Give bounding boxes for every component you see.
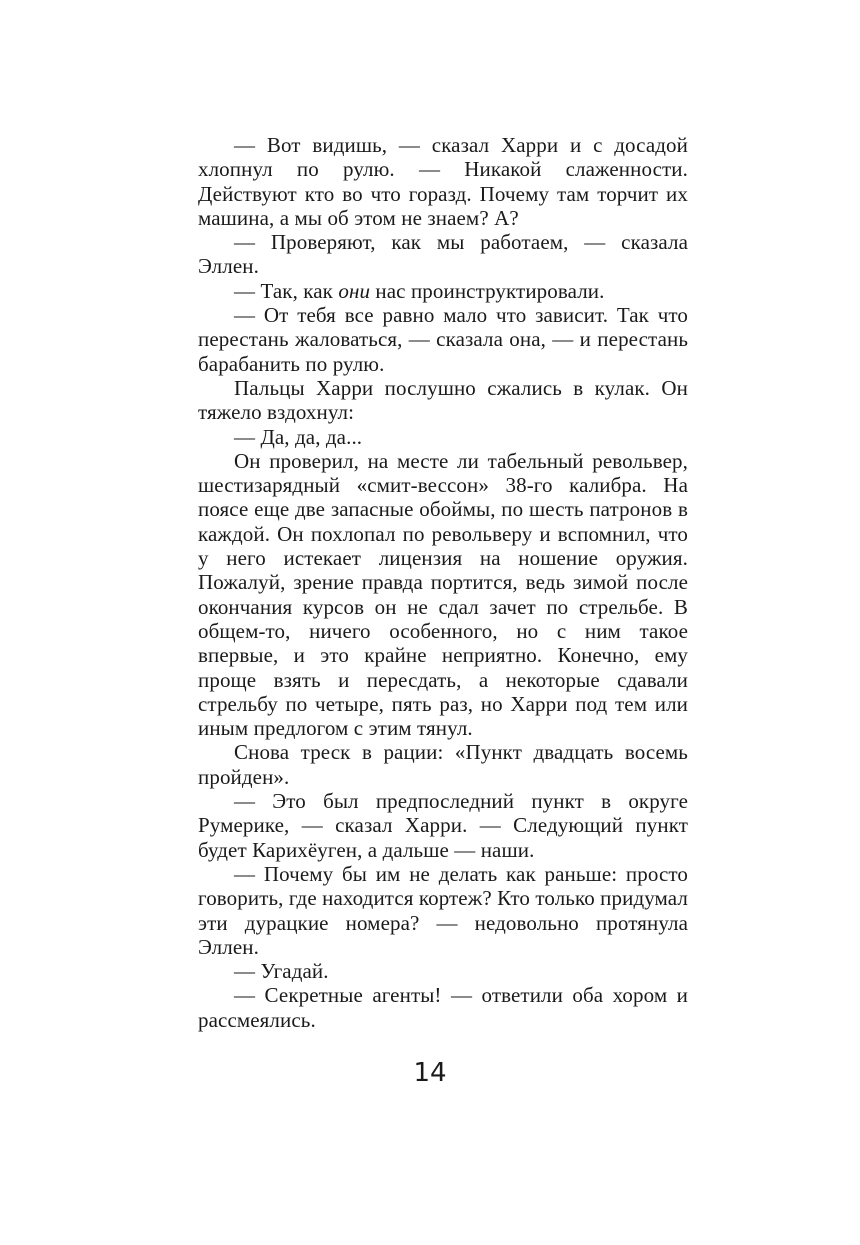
- paragraph: [198, 862, 688, 959]
- italic-text-segment: они: [338, 278, 371, 303]
- paragraph: [198, 133, 688, 230]
- text-segment: — Так, как: [234, 278, 339, 303]
- paragraph: [198, 449, 688, 741]
- paragraph: [198, 983, 688, 1032]
- text-segment: — Секретные агенты! — ответили оба хором и рассмеялись.: [198, 983, 688, 1032]
- text-segment: нас проинструктировали.: [370, 278, 605, 303]
- page-number: 14: [413, 1058, 447, 1088]
- text-segment: — Проверяют, как мы работаем, — сказала Эллен.: [198, 230, 688, 279]
- text-segment: — Угадай.: [234, 959, 329, 984]
- paragraph: [198, 789, 688, 862]
- paragraph: [198, 230, 688, 279]
- text-segment: — От тебя все равно мало что зависит. Так что перестань жаловаться, — сказала она, — и перестань барабанить по рулю.: [198, 303, 688, 376]
- paragraph: [198, 425, 688, 449]
- text-segment: — Это был предпоследний пункт в округе Румерике, — сказал Харри. — Следующий пункт будет Карихёуген, а дальше — наши.: [198, 789, 688, 862]
- paragraph: [198, 959, 688, 983]
- text-segment: — Вот видишь, — сказал Харри и с досадой хлопнул по рулю. — Никакой слаженности. Действуют кто во что горазд. Почему там торчит их машина, а мы об этом не знаем? А?: [198, 133, 688, 230]
- paragraph: [198, 376, 688, 425]
- text-segment: Пальцы Харри послушно сжались в кулак. Он тяжело вздохнул:: [198, 375, 688, 425]
- paragraph: [198, 303, 688, 376]
- paragraph: [198, 279, 688, 303]
- body-text: [198, 133, 688, 1032]
- text-segment: — Да, да, да...: [234, 424, 363, 449]
- text-segment: Снова треск в рации: «Пункт двадцать восемь пройден».: [198, 740, 688, 789]
- paragraph: [198, 740, 688, 789]
- text-segment: Он проверил, на месте ли табельный револьвер, шестизарядный «смит-вессон» 38-го калибра. На поясе еще две запасные обоймы, по шесть патронов в каждой. Он похлопал по револьверу и вспомнил, что у него истекает лицензия на ношение оружия. Пожалуй, зрение правда портится, ведь зимой после окончания курсов он не сдал зачет по стрельбе. В общем-то, ничего особенного, но с ним такое впервые, и это крайне неприятно. Конечно, ему проще взять и пересдать, а некоторые сдавали стрельбу по четыре, пять раз, но Харри под тем или иным предлогом с этим тянул.: [198, 448, 688, 741]
- text-segment: — Почему бы им не делать как раньше: просто говорить, где находится кортеж? Кто только придумал эти дурацкие номера? — недовольно протянула Эллен.: [198, 861, 688, 959]
